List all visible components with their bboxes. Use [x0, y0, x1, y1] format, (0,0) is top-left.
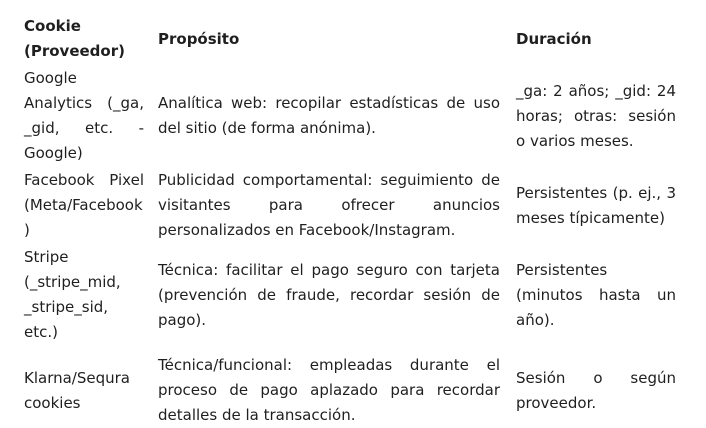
table-row: [16, 245, 684, 347]
cell-duration: Sesión o según proveedor.: [516, 368, 676, 412]
header-duration: Duración: [516, 29, 592, 48]
table-header-row: [16, 14, 684, 66]
cell-purpose: Publicidad comportamental: seguimiento de visitantes para ofrecer anuncios personalizados en Facebook/Instagram.: [158, 171, 500, 239]
cell-duration: Persistentes (p. ej., 3 meses típicamente): [516, 183, 676, 227]
header-cookie: Cookie (Proveedor): [24, 17, 125, 60]
table-row: [16, 168, 684, 245]
cell-duration: _ga: 2 años; _gid: 24 horas; otras: sesión o varios meses.: [516, 81, 676, 150]
cell-duration: Persistentes (minutos hasta un año).: [516, 260, 676, 329]
cell-cookie: Klarna/Sequra cookies: [24, 368, 130, 412]
cell-cookie: Google Analytics (_ga, _gid, etc. - Google): [24, 69, 144, 162]
cookie-table: [16, 14, 684, 428]
cell-purpose: Técnica: facilitar el pago seguro con tarjeta (prevención de fraude, recordar sesión de pago).: [158, 260, 500, 329]
cell-purpose: Técnica/funcional: empleadas durante el proceso de pago aplazado para recordar detalles de la transacción.: [158, 356, 500, 424]
header-purpose: Propósito: [158, 29, 240, 48]
cell-cookie: Stripe (_stripe_mid, _stripe_sid, etc.): [24, 248, 121, 341]
table-row: [16, 347, 684, 428]
cell-cookie: Facebook Pixel (Meta/Facebook): [24, 171, 144, 239]
cell-purpose: Analítica web: recopilar estadísticas de uso del sitio (de forma anónima).: [158, 94, 500, 137]
table-row: [16, 66, 684, 168]
